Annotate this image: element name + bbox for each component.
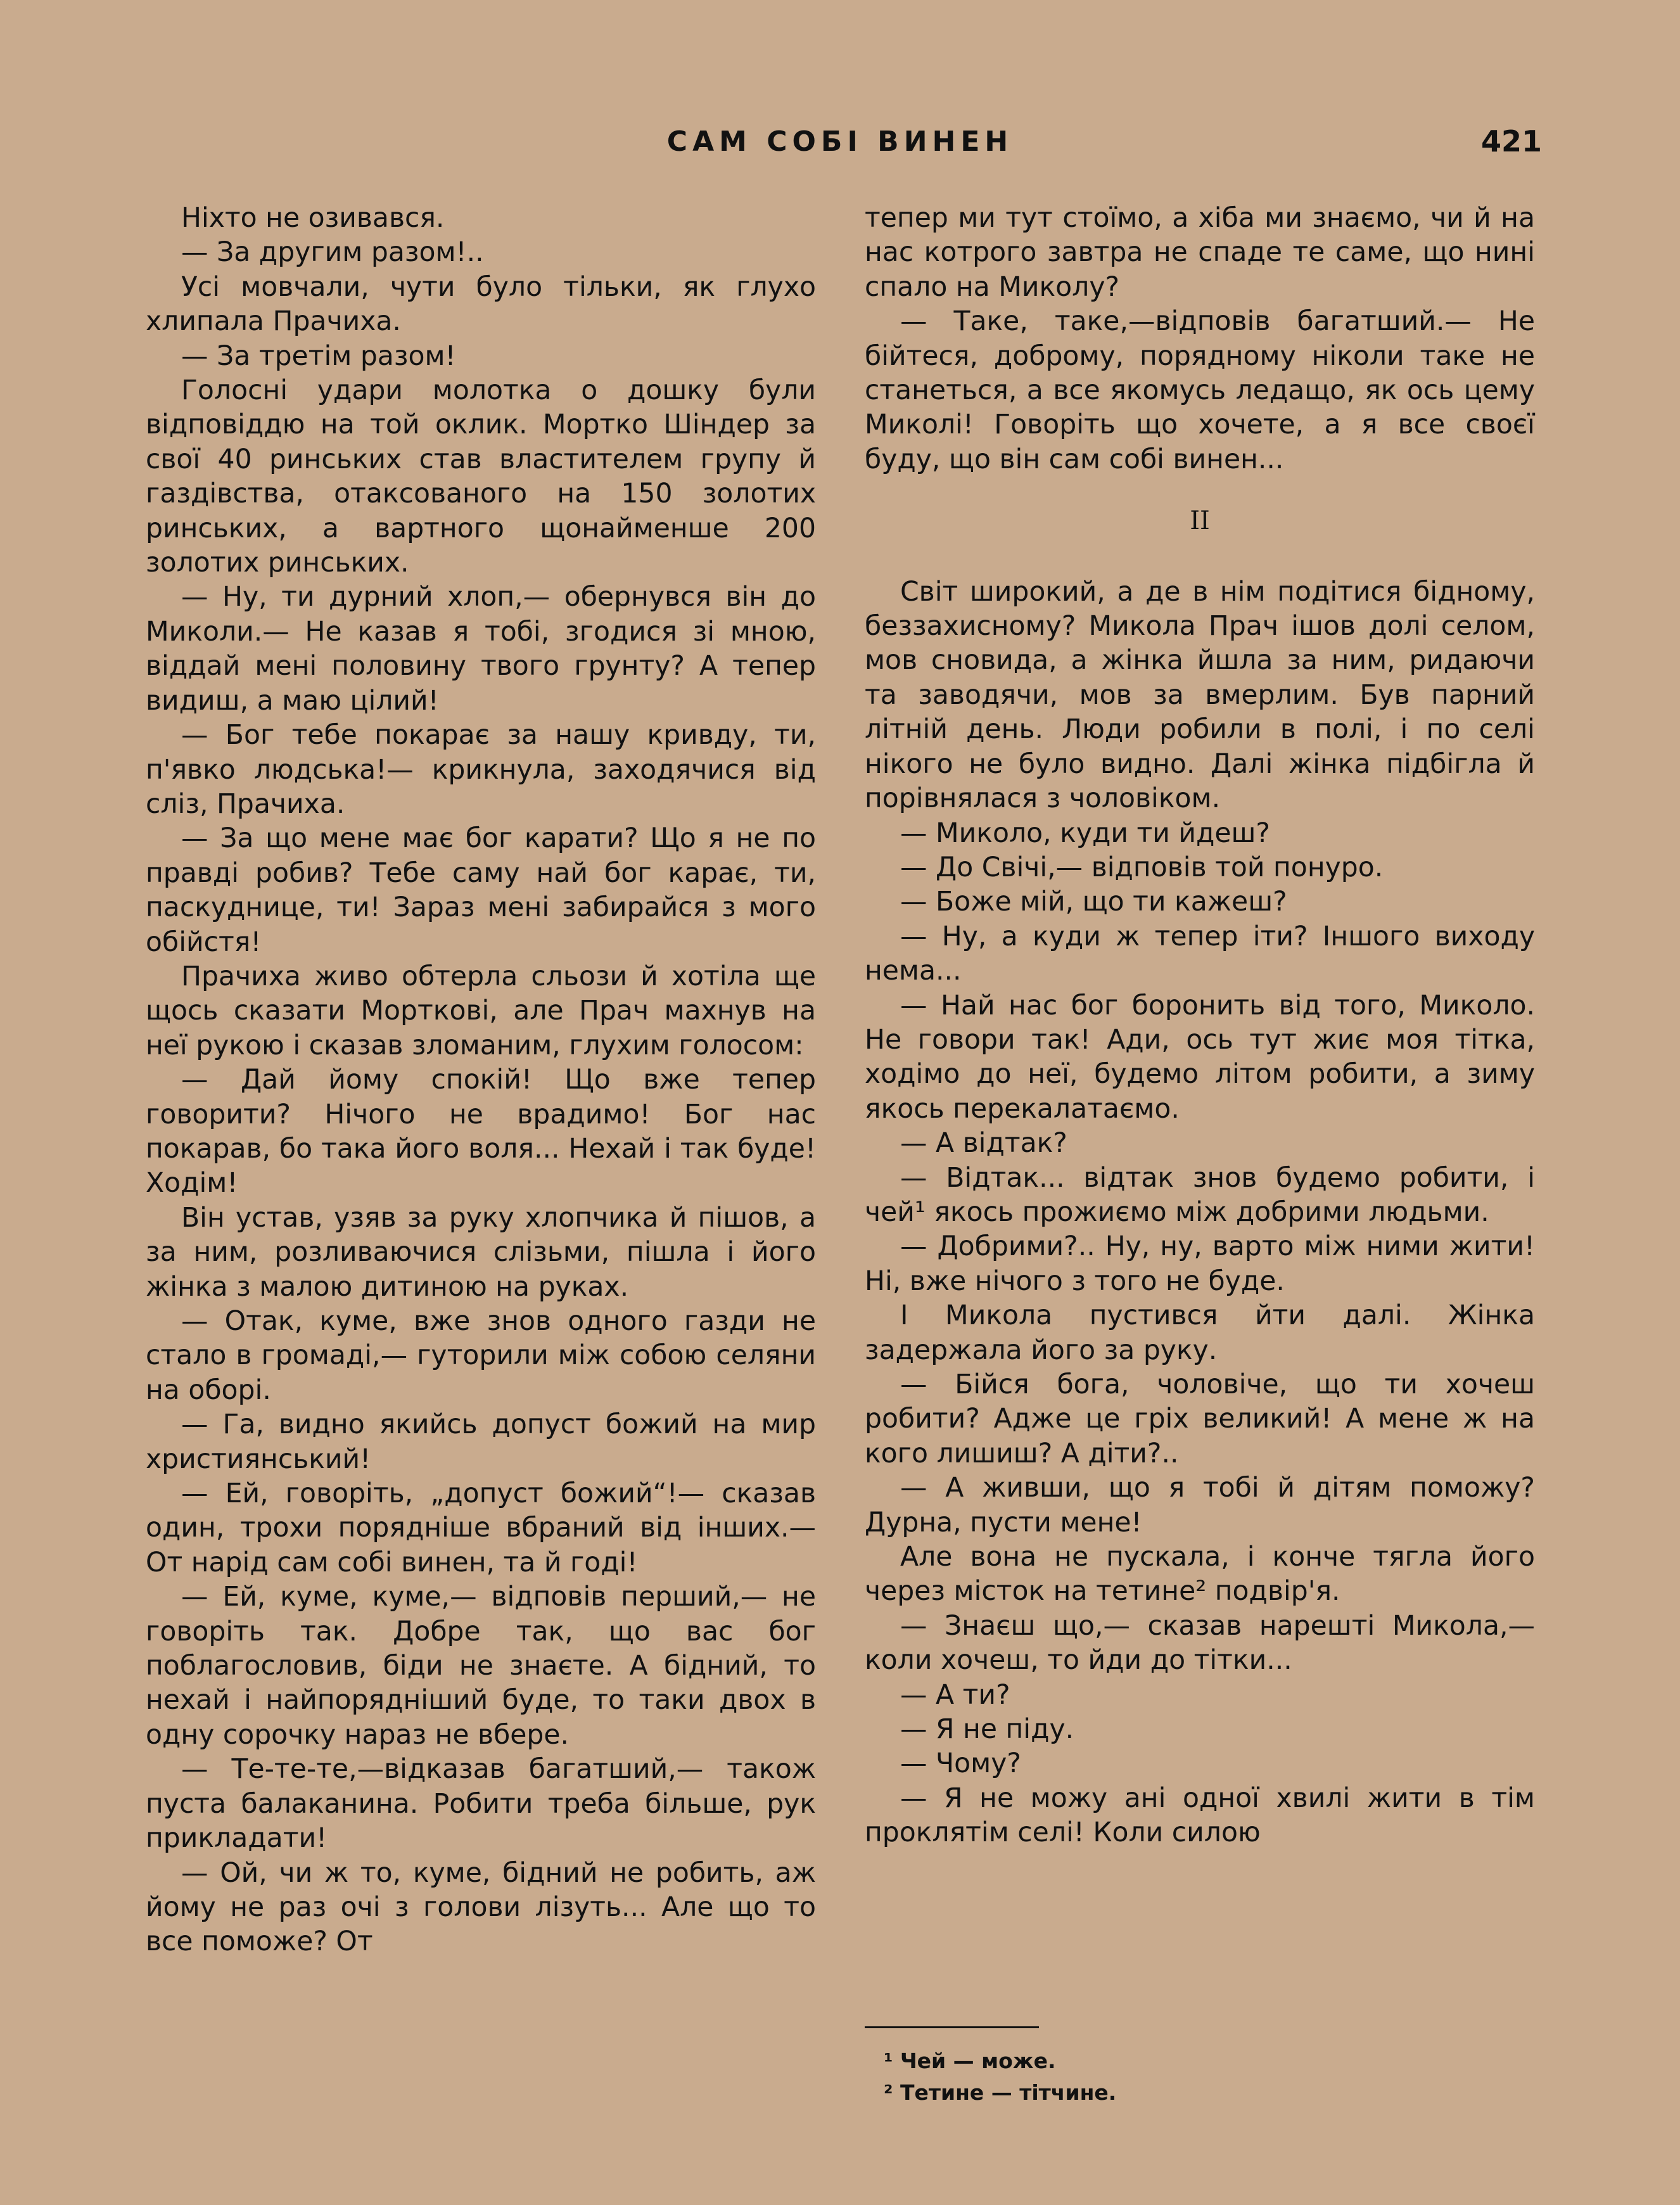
- paragraph: — Га, видно якийсь допуст божий на мир християнський!: [146, 1409, 816, 1475]
- page-number: 421: [1481, 124, 1543, 158]
- paragraph: Усі мовчали, чути було тільки, як глухо хлипала Прачиха.: [146, 271, 816, 338]
- footnote: ¹ Чей — може.: [884, 2048, 1056, 2073]
- running-head-title: САМ СОБІ ВИНЕН: [666, 125, 1014, 158]
- paragraph: — А ти?: [900, 1679, 1010, 1711]
- paragraph: — А відтак?: [900, 1128, 1067, 1160]
- paragraph: — Бог тебе покарає за нашу кривду, ти, п'явко людська!— крикнула, заходячися від сліз, Прачиха.: [146, 720, 816, 820]
- paragraph: Світ широкий, а де в нім подітися бідному, беззахисному? Микола Прач ішов долі селом, мов сновида, а жінка йшла за ним, ридаючи та заводячи, мов за вмерлим. Був парний літній день. Люди робили в полі, і по селі нікого не було видно. Далі жінка підбігла й порівнялася з чоловіком.: [865, 576, 1535, 815]
- paragraph: — Я не піду.: [900, 1714, 1074, 1746]
- paragraph: — Відтак... відтак знов будемо робити, і чей¹ якось прожиємо між добрими людьми.: [865, 1162, 1535, 1228]
- paragraph: Але вона не пускала, і конче тягла його через місток на тетине² подвір'я.: [865, 1542, 1535, 1607]
- paragraph: — Ей, куме, куме,— відповів перший,— не говоріть так. Добре так, що вас бог поблагословив, біди не знаєте. А бідний, то нехай і найпорядніший буде, то таки двох в одну сорочку нараз не вбере.: [146, 1582, 816, 1751]
- paragraph: — За третім разом!: [181, 340, 456, 372]
- paragraph: І Микола пустився йти далі. Жінка задержала його за руку.: [865, 1300, 1535, 1366]
- paragraph: — Добрими?.. Ну, ну, варто між ними жити! Ні, вже нічого з того не буде.: [865, 1231, 1535, 1297]
- paragraph: — За другим разом!..: [181, 237, 484, 269]
- paragraph: Ніхто не озивався.: [181, 203, 445, 234]
- paragraph: — Бійся бога, чоловіче, що ти хочеш робити? Адже це гріх великий! А мене ж на кого лишиш? А діти?..: [865, 1369, 1535, 1469]
- left-text-column: [146, 201, 816, 1960]
- paragraph: — За що мене має бог карати? Що я не по правді робив? Тебе саму най бог карає, ти, паскуднице, ти! Зараз мені забирайся з мого обійстя!: [146, 823, 816, 958]
- paragraph: — Ей, говоріть, „допуст божий“!— сказав один, трохи порядніше вбраний від інших.— От нарід сам собі винен, та й годі!: [146, 1478, 816, 1578]
- paragraph: — Чому?: [900, 1748, 1021, 1780]
- footnotes: [884, 2045, 1454, 2109]
- paragraph: Він устав, узяв за руку хлопчика й пішов, а за ним, розливаючися слізьми, пішла і його жінка з малою дитиною на руках.: [146, 1202, 816, 1303]
- footnote: ² Тетине — тітчине.: [884, 2080, 1117, 2105]
- paragraph: тепер ми тут стоїмо, а хіба ми знаємо, чи й на нас котрого завтра не спаде те саме, що нині спало на Миколу?: [865, 203, 1535, 303]
- paragraph: — Я не можу ані одної хвилі жити в тім проклятім селі! Коли силою: [865, 1782, 1535, 1849]
- paragraph: Голосні удари молотка о дошку були відповіддю на той оклик. Мортко Шіндер за свої 40 ринських став властителем групу й газдівства, отаксованого на 150 золотих ринських, а вартного щонайменше 200 золотих ринських.: [146, 375, 816, 579]
- paragraph: — Ну, а куди ж тепер іти? Іншого виходу нема...: [865, 921, 1535, 987]
- paragraph: — Отак, куме, вже знов одного газди не стало в громаді,— гуторили між собою селяни на оборі.: [146, 1306, 816, 1406]
- section-number: II: [1190, 506, 1210, 536]
- footnote-divider: [865, 2026, 1039, 2028]
- paragraph: — А живши, що я тобі й дітям поможу? Дурна, пусти мене!: [865, 1473, 1535, 1538]
- paragraph: — Ой, чи ж то, куме, бідний не робить, аж йому не раз очі з голови лізуть... Але що то все поможе? От: [146, 1857, 816, 1958]
- paragraph: — Ну, ти дурний хлоп,— обернувся він до Миколи.— Не казав я тобі, згодися зі мною, віддай мені половину твого грунту? А тепер видиш, а маю цілий!: [146, 582, 816, 717]
- paragraph: — Миколо, куди ти йдеш?: [900, 817, 1270, 849]
- paragraph: — Най нас бог боронить від того, Миколо. Не говори так! Ади, ось тут жиє моя тітка, ходімо до неї, будемо літом робити, а зиму якось перекалатаємо.: [865, 990, 1535, 1125]
- paragraph: — До Свічі,— відповів той понуро.: [900, 852, 1384, 883]
- paragraph: — Знаєш що,— сказав нарешті Микола,— коли хочеш, то йди до тітки...: [865, 1610, 1535, 1677]
- paragraph: — Те-те-те,—відказав багатший,— також пуста балаканина. Робити треба більше, рук прикладати!: [146, 1754, 816, 1855]
- paragraph: — Боже мій, що ти кажеш?: [900, 886, 1287, 918]
- paragraph: Прачиха живо обтерла сльози й хотіла ще щось сказати Морткові, але Прач махнув на неї рукою і сказав зломаним, глухим голосом:: [146, 961, 816, 1061]
- paragraph: — Дай йому спокій! Що вже тепер говорити? Нічого не врадимо! Бог нас покарав, бо така його воля... Нехай і так буде! Ходім!: [146, 1064, 816, 1199]
- right-text-column: [865, 201, 1535, 1851]
- paragraph: — Таке, таке,—відповів багатший.— Не бійтеся, доброму, порядному ніколи таке не станеться, а все якомусь ледащо, як ось цему Миколі! Говоріть що хочете, а я все своєї буду, що він сам собі винен...: [865, 306, 1535, 475]
